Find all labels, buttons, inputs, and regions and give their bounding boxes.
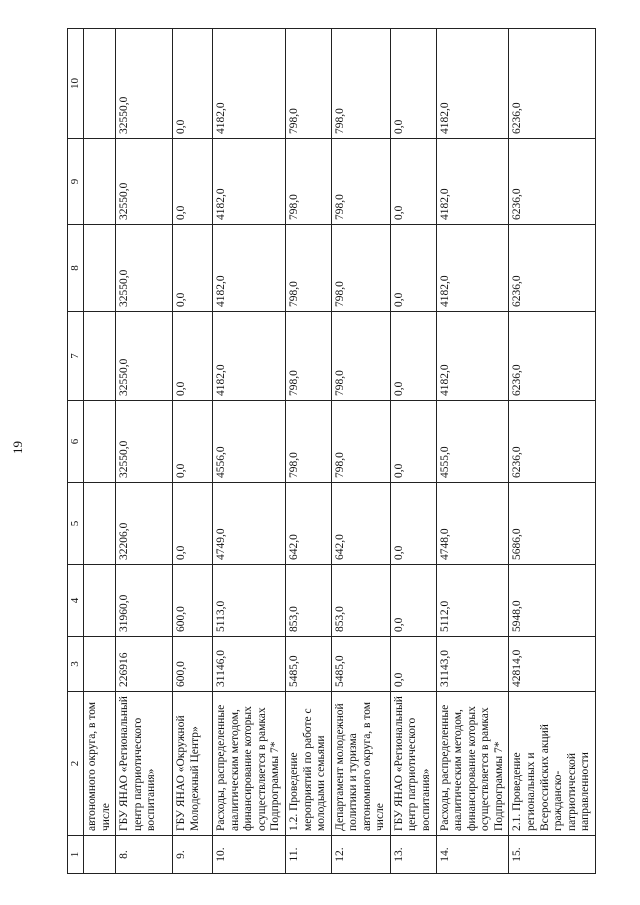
row-name: автономного округа, в том числе [84, 692, 116, 836]
row-number: 10. [213, 836, 286, 874]
value-cell: 0,0 [390, 637, 436, 692]
value-cell: 4182,0 [436, 225, 509, 312]
header-row [68, 29, 84, 874]
budget-table [67, 28, 596, 874]
value-cell: 32550,0 [116, 139, 173, 225]
row-name: Расходы, распределенные аналитическим методом, финансирование которых осуществляется в рамках Подпрограммы 7* [436, 692, 509, 836]
header-cell-3: 3 [68, 637, 84, 692]
table-row [285, 29, 331, 874]
value-cell: 4182,0 [436, 139, 509, 225]
row-name: Департамент молодежной политики и туризма автономного округа, в том числе [331, 692, 390, 836]
row-name: ГБУ ЯНАО «Региональный центр патриотического воспитания» [116, 692, 173, 836]
value-cell: 798,0 [285, 139, 331, 225]
row-name: ГБУ ЯНАО «Окружной Молодежный Центр» [173, 692, 213, 836]
value-cell: 798,0 [285, 312, 331, 401]
row-number [84, 836, 116, 874]
value-cell: 5485,0 [285, 637, 331, 692]
row-number: 15. [509, 836, 595, 874]
value-cell: 5686,0 [509, 483, 595, 565]
value-cell: 4182,0 [213, 139, 286, 225]
value-cell: 6236,0 [509, 401, 595, 483]
value-cell: 31143,0 [436, 637, 509, 692]
value-cell: 31960,0 [116, 565, 173, 637]
value-cell: 0,0 [173, 139, 213, 225]
table-row [84, 29, 116, 874]
header-cell-8: 8 [68, 225, 84, 312]
value-cell [84, 401, 116, 483]
value-cell: 798,0 [331, 312, 390, 401]
value-cell: 32550,0 [116, 29, 173, 139]
value-cell [84, 139, 116, 225]
row-name: 1.2. Проведение мероприятий по работе с молодыми семьями [285, 692, 331, 836]
value-cell: 4555,0 [436, 401, 509, 483]
value-cell: 4556,0 [213, 401, 286, 483]
value-cell: 0,0 [390, 312, 436, 401]
value-cell: 5948,0 [509, 565, 595, 637]
value-cell: 0,0 [173, 225, 213, 312]
value-cell: 0,0 [173, 401, 213, 483]
value-cell: 6236,0 [509, 225, 595, 312]
page-number-text: 19 [10, 441, 25, 454]
row-number: 11. [285, 836, 331, 874]
value-cell: 32206,0 [116, 483, 173, 565]
table-row [116, 29, 173, 874]
header-cell-5: 5 [68, 483, 84, 565]
value-cell: 0,0 [173, 312, 213, 401]
value-cell: 42814,0 [509, 637, 595, 692]
table-row [509, 29, 595, 874]
header-cell-1: 1 [68, 836, 84, 874]
value-cell: 0,0 [173, 29, 213, 139]
value-cell: 798,0 [331, 139, 390, 225]
value-cell: 226916 [116, 637, 173, 692]
row-number: 8. [116, 836, 173, 874]
value-cell: 6236,0 [509, 29, 595, 139]
value-cell: 0,0 [390, 401, 436, 483]
value-cell: 32550,0 [116, 225, 173, 312]
value-cell: 6236,0 [509, 312, 595, 401]
table-row [213, 29, 286, 874]
row-name: ГБУ ЯНАО «Региональный центр патриотического воспитания» [390, 692, 436, 836]
header-cell-4: 4 [68, 565, 84, 637]
value-cell: 0,0 [390, 139, 436, 225]
row-number: 12. [331, 836, 390, 874]
value-cell: 5113,0 [213, 565, 286, 637]
header-cell-10: 10 [68, 29, 84, 139]
value-cell: 0,0 [390, 483, 436, 565]
value-cell: 5485,0 [331, 637, 390, 692]
value-cell: 0,0 [390, 225, 436, 312]
value-cell: 4182,0 [436, 312, 509, 401]
value-cell: 798,0 [285, 401, 331, 483]
value-cell: 642,0 [285, 483, 331, 565]
value-cell: 798,0 [331, 401, 390, 483]
row-name: Расходы, распределенные аналитическим методом, финансирование которых осуществляется в рамках Подпрограммы 7* [213, 692, 286, 836]
value-cell: 4182,0 [213, 29, 286, 139]
header-cell-6: 6 [68, 401, 84, 483]
row-name: 2.1. Проведение региональных и Всероссийских акций гражданско-патриотической направленности [509, 692, 595, 836]
row-number: 13. [390, 836, 436, 874]
value-cell: 5112,0 [436, 565, 509, 637]
value-cell: 798,0 [331, 29, 390, 139]
value-cell: 798,0 [285, 29, 331, 139]
value-cell: 4748,0 [436, 483, 509, 565]
value-cell: 642,0 [331, 483, 390, 565]
value-cell: 4182,0 [213, 312, 286, 401]
table-row [390, 29, 436, 874]
header-cell-7: 7 [68, 312, 84, 401]
table-body [68, 29, 596, 874]
row-number: 14. [436, 836, 509, 874]
value-cell: 6236,0 [509, 139, 595, 225]
value-cell: 32550,0 [116, 401, 173, 483]
rotated-table-container [67, 29, 597, 874]
value-cell: 0,0 [173, 483, 213, 565]
value-cell: 798,0 [285, 225, 331, 312]
table-row [173, 29, 213, 874]
value-cell: 32550,0 [116, 312, 173, 401]
value-cell: 600,0 [173, 565, 213, 637]
table-row [331, 29, 390, 874]
table-row [436, 29, 509, 874]
value-cell [84, 312, 116, 401]
value-cell [84, 483, 116, 565]
value-cell: 4182,0 [213, 225, 286, 312]
value-cell: 798,0 [331, 225, 390, 312]
value-cell: 600,0 [173, 637, 213, 692]
value-cell: 31146,0 [213, 637, 286, 692]
header-cell-2: 2 [68, 692, 84, 836]
value-cell [84, 637, 116, 692]
value-cell [84, 565, 116, 637]
value-cell: 0,0 [390, 29, 436, 139]
value-cell: 4182,0 [436, 29, 509, 139]
row-number: 9. [173, 836, 213, 874]
value-cell: 4749,0 [213, 483, 286, 565]
header-cell-9: 9 [68, 139, 84, 225]
value-cell [84, 225, 116, 312]
value-cell [84, 29, 116, 139]
value-cell: 0,0 [390, 565, 436, 637]
value-cell: 853,0 [331, 565, 390, 637]
value-cell: 853,0 [285, 565, 331, 637]
